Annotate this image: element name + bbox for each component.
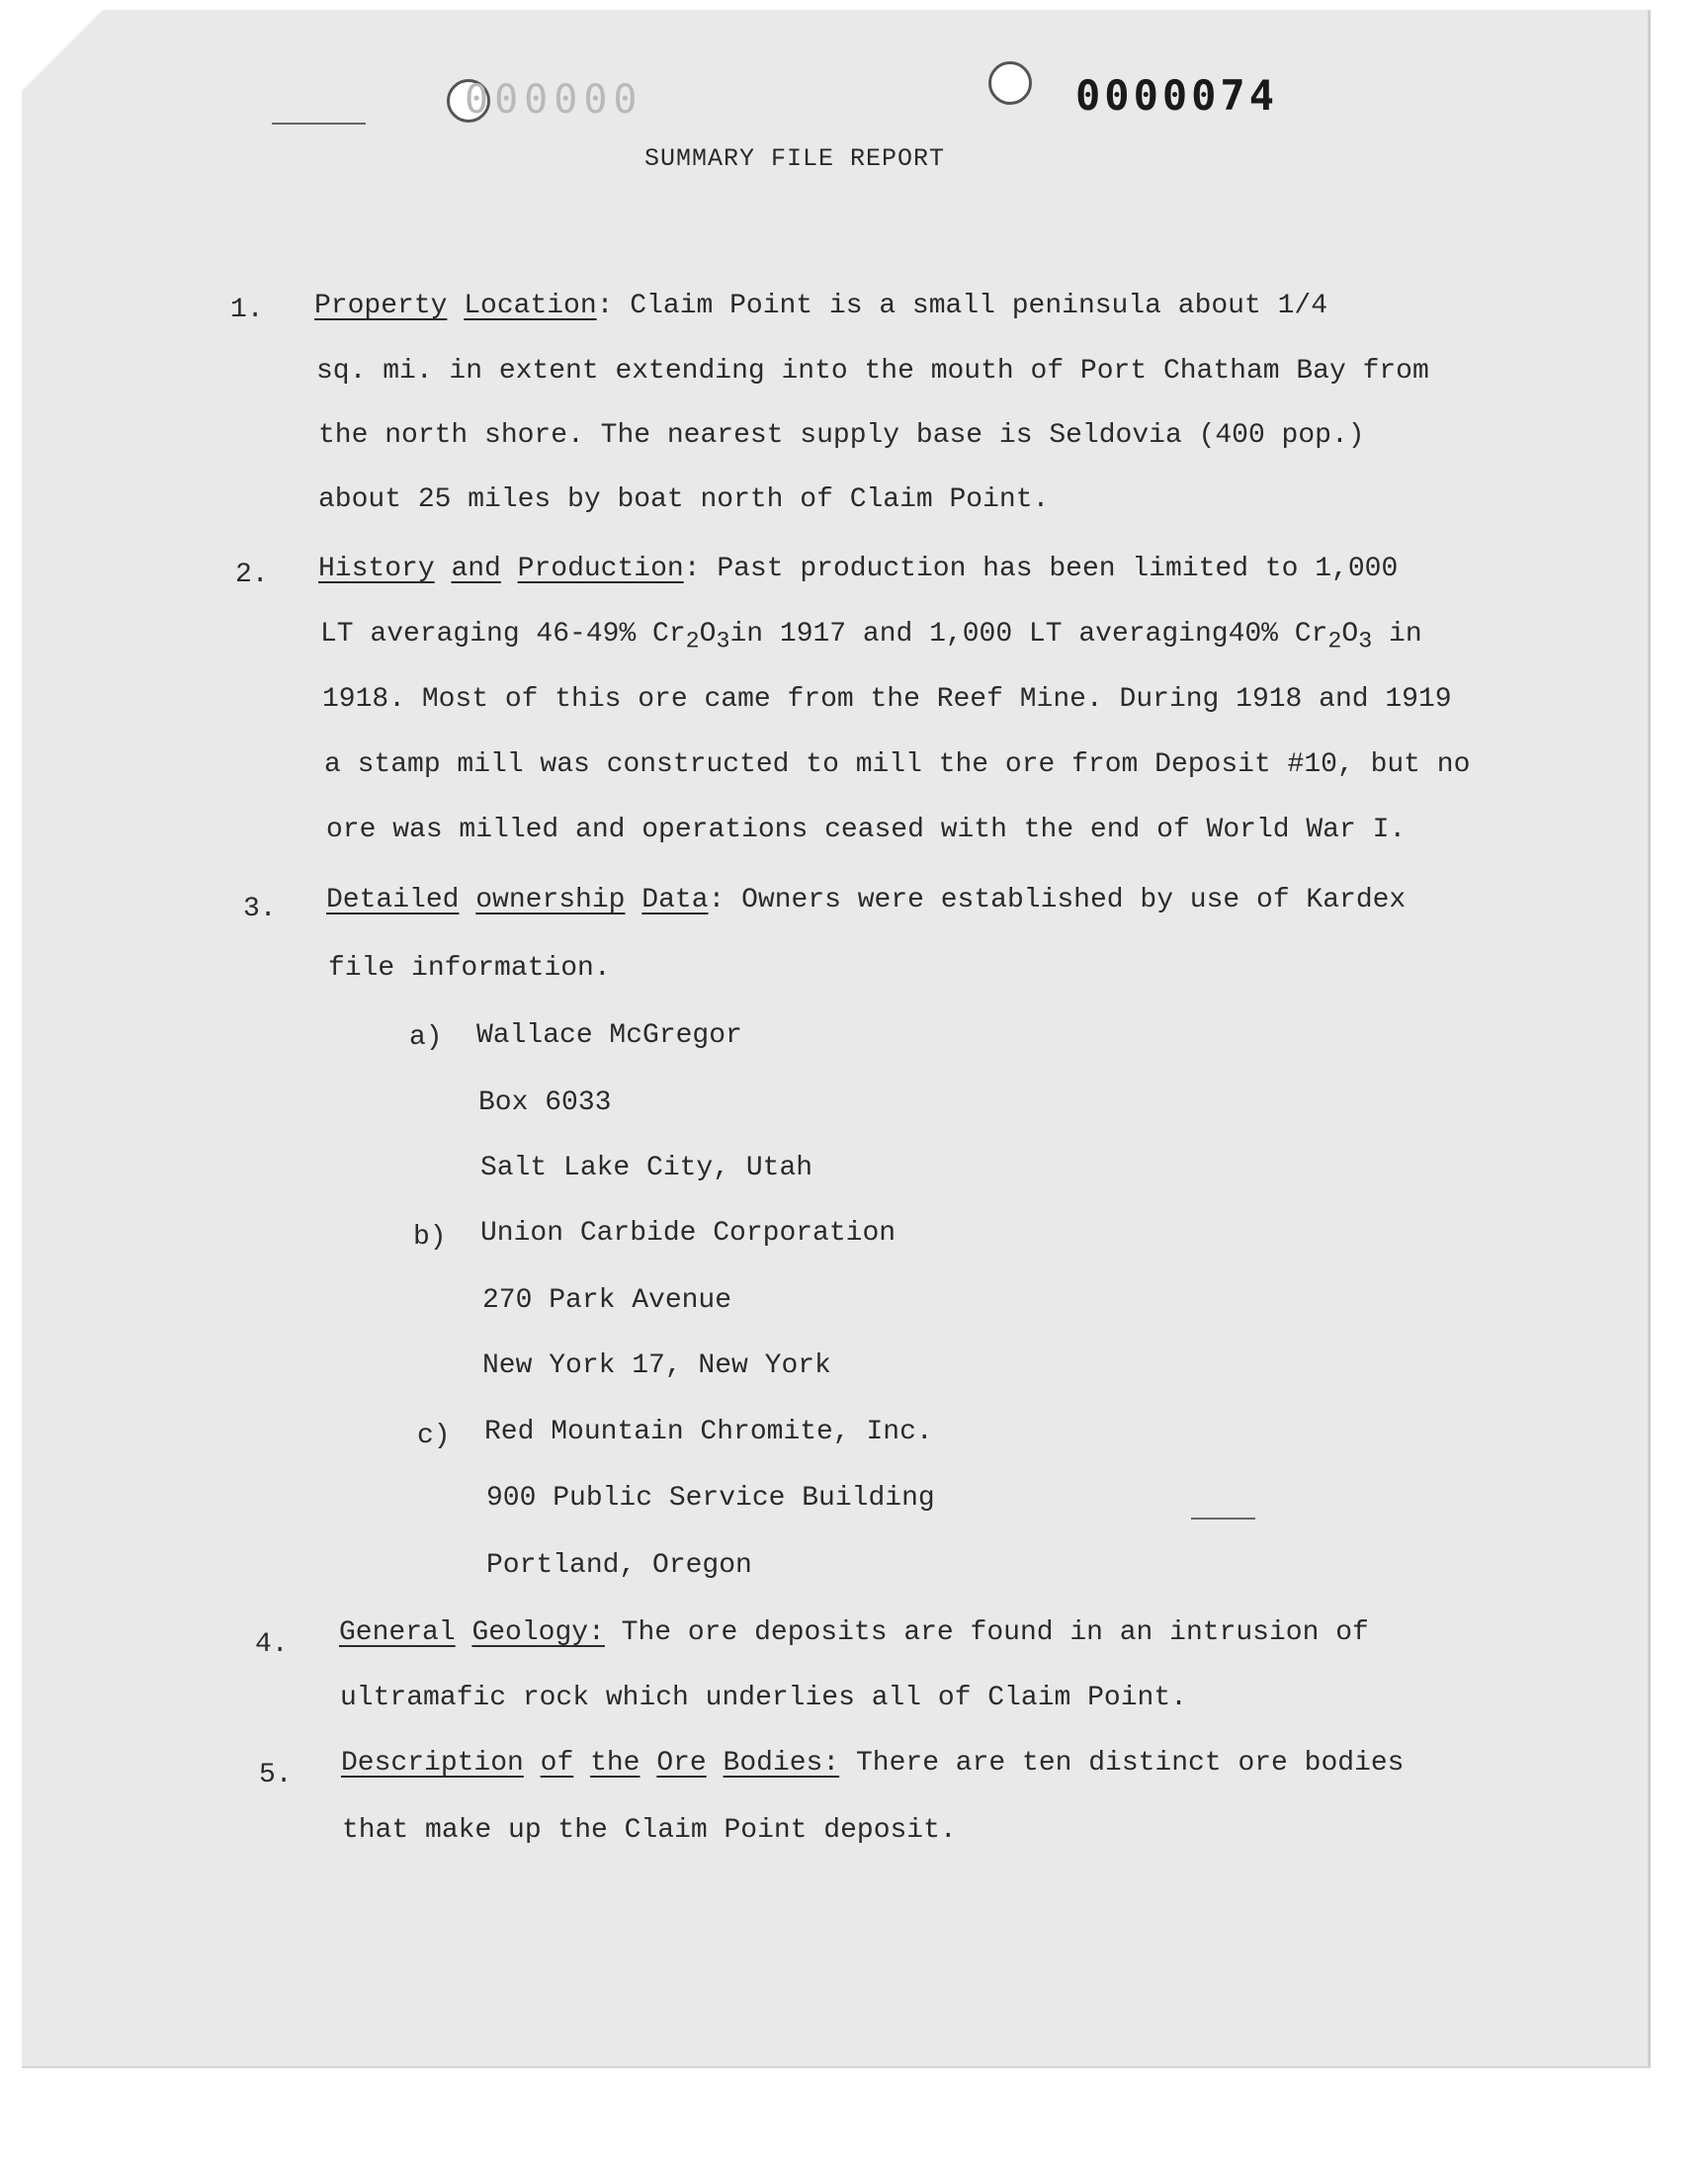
owner-name: Union Carbide Corporation [480,1218,897,1249]
section-3-first-line [326,885,1406,915]
section-5-heading-word: the [590,1748,640,1779]
section-5-heading-word: Bodies: [723,1748,840,1779]
page-stamp-number: 0000074 [1075,71,1279,120]
section-4-heading-word: Geology: [471,1617,605,1648]
section-2-number: 2. [235,560,269,590]
formula-oxygen: O [699,619,717,650]
section-5-text: that make up the Claim Point deposit. [342,1815,957,1846]
section-3-heading-word: ownership [475,885,626,915]
owner-name: Red Mountain Chromite, Inc. [484,1417,933,1447]
pencil-mark [272,123,366,125]
section-1-heading-colon: : [596,291,614,321]
section-1-text: Claim Point is a small peninsula about 1/4 [630,291,1327,321]
section-2-text: Past production has been limited to 1,000 [717,554,1399,584]
owner-label: c) [417,1421,451,1451]
section-2-text: ore was milled and operations ceased with the end of World War I. [326,815,1407,845]
section-3-text: Owners were established by use of Kardex [741,885,1407,915]
section-2-formula-line [320,619,1422,655]
pencil-mark [1191,1518,1255,1520]
punch-hole-right [988,61,1032,105]
owner-address-line: 270 Park Avenue [482,1285,732,1316]
section-5-first-line [341,1748,1404,1779]
section-4-first-line [339,1617,1369,1648]
section-3-heading-word: Data [641,885,709,915]
owner-address-line: New York 17, New York [482,1350,831,1381]
section-4-number: 4. [255,1629,289,1660]
section-4-heading-word: General [339,1617,456,1648]
section-5-heading-word: Ore [656,1748,707,1779]
section-3-text: file information. [328,953,611,984]
section-3-number: 3. [243,894,277,924]
section-1-text: the north shore. The nearest supply base is Seldovia (400 pop.) [318,420,1365,451]
section-1-text: about 25 miles by boat north of Claim Point. [318,484,1050,515]
owner-name: Wallace McGregor [476,1020,742,1051]
section-2-text: a stamp mill was constructed to mill the ore from Deposit #10, but no [324,749,1471,780]
section-4-text: ultramafic rock which underlies all of Claim Point. [340,1683,1187,1713]
owner-address-line: Box 6033 [478,1088,612,1118]
faded-stamp-number: 000000 [465,77,643,123]
section-5-text: There are ten distinct ore bodies [855,1748,1405,1779]
formula-subscript: 2 [685,629,700,655]
owner-address-line: Portland, Oregon [486,1550,752,1581]
section-1-heading-word: Location [464,291,597,321]
document-title: SUMMARY FILE REPORT [644,144,946,173]
section-2-text: in 1917 and 1,000 LT averaging40% Cr [729,619,1328,650]
owner-label: b) [413,1222,447,1253]
section-5-number: 5. [259,1760,293,1790]
owner-address-line: 900 Public Service Building [486,1483,935,1514]
section-2-heading-word: History [318,554,435,584]
page-corner-fold [22,10,140,99]
section-2-text: in [1389,619,1422,650]
section-2-heading-word: and [451,554,501,584]
formula-subscript: 3 [1358,629,1373,655]
section-1-text: sq. mi. in extent extending into the mouth of Port Chatham Bay from [316,356,1429,387]
formula-subscript: 3 [716,629,730,655]
section-5-heading-word: of [540,1748,574,1779]
section-2-first-line [318,554,1398,584]
section-2-text: 1918. Most of this ore came from the Reef Mine. During 1918 and 1919 [322,684,1452,715]
formula-subscript: 2 [1327,629,1342,655]
section-5-heading-word: Description [341,1748,524,1779]
formula-oxygen: O [1341,619,1359,650]
section-2-heading-word: Production [517,554,684,584]
section-2-heading-colon: : [683,554,701,584]
section-1-first-line [314,291,1327,321]
section-4-text: The ore deposits are found in an intrusion of [621,1617,1369,1648]
owner-label: a) [409,1022,443,1053]
section-3-heading-word: Detailed [326,885,460,915]
section-3-heading-colon: : [708,885,726,915]
section-1-number: 1. [230,295,264,325]
section-2-text: LT averaging 46-49% Cr [320,619,686,650]
owner-address-line: Salt Lake City, Utah [480,1153,813,1183]
section-1-heading-word: Property [314,291,448,321]
